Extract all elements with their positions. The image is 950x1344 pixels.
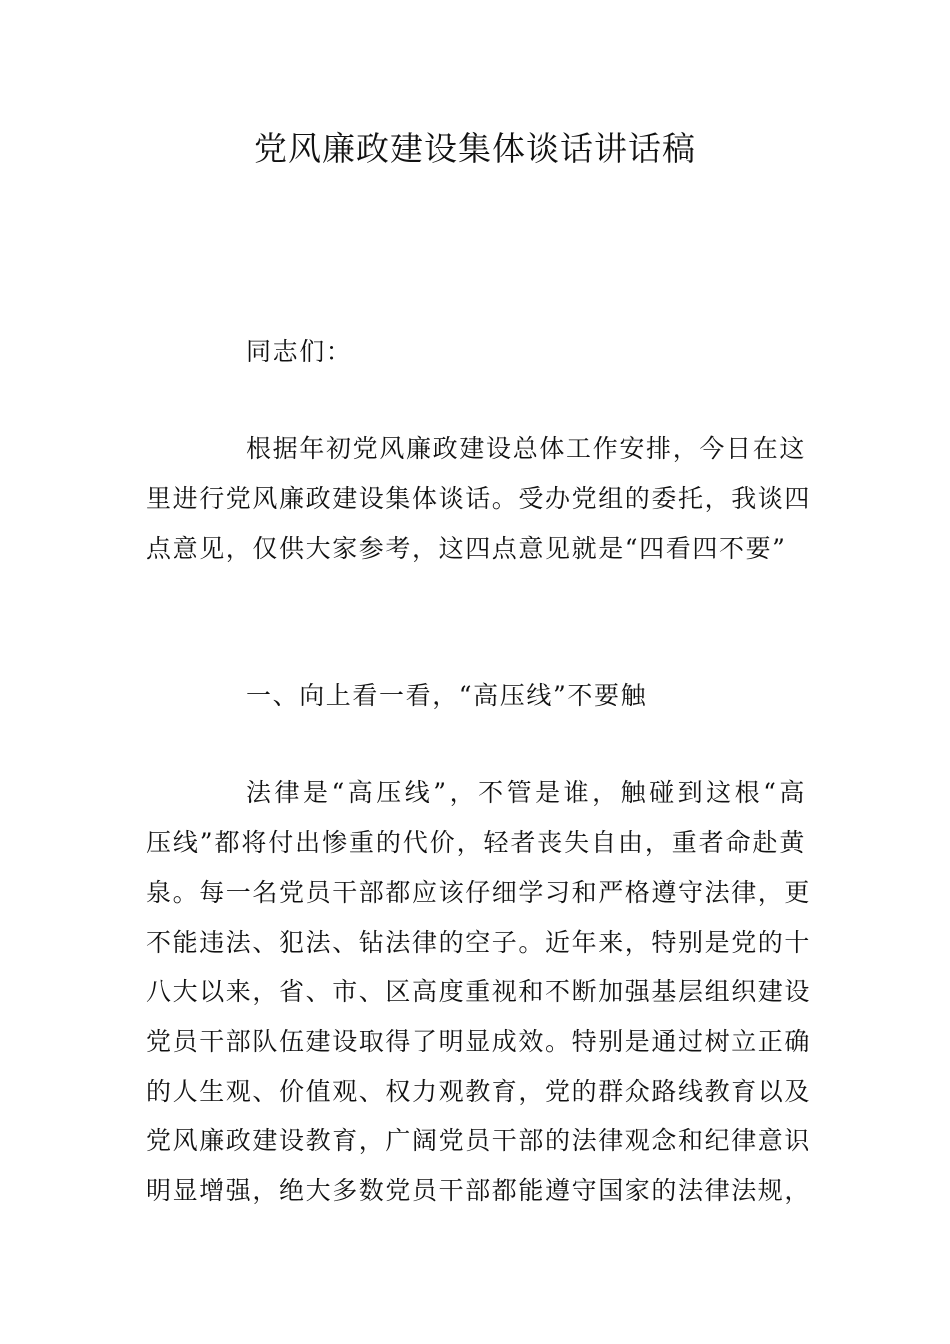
paragraph-line: 法律是“高压线”，不管是谁，触碰到这根“高 — [246, 778, 806, 807]
paragraph-line: 根据年初党风廉政建设总体工作安排，今日在这 — [246, 434, 806, 463]
paragraph-line: 里进行党风廉政建设集体谈话。受办党组的委托，我谈四 — [146, 484, 812, 513]
paragraph-line: 点意见，仅供大家参考，这四点意见就是“四看四不要” — [146, 534, 787, 563]
paragraph-line: 压线”都将付出惨重的代价，轻者丧失自由，重者命赴黄 — [146, 828, 806, 857]
document-title: 党风廉政建设集体谈话讲话稿 — [254, 129, 696, 168]
paragraph-line: 的人生观、价值观、权力观教育，党的群众路线教育以及 — [146, 1077, 812, 1106]
salutation: 同志们： — [246, 337, 353, 366]
paragraph-line: 明显增强，绝大多数党员干部都能遵守国家的法律法规， — [146, 1176, 812, 1205]
paragraph-line: 党风廉政建设教育，广阔党员干部的法律观念和纪律意识 — [146, 1126, 812, 1155]
paragraph-line: 党员干部队伍建设取得了明显成效。特别是通过树立正确 — [146, 1027, 812, 1056]
section-heading: 一、向上看一看，“高压线”不要触 — [246, 681, 648, 710]
paragraph-line: 八大以来，省、市、区高度重视和不断加强基层组织建设 — [146, 977, 812, 1006]
paragraph-line: 泉。每一名党员干部都应该仔细学习和严格遵守法律，更 — [146, 878, 812, 907]
paragraph-line: 不能违法、犯法、钻法律的空子。近年来，特别是党的十 — [146, 928, 812, 957]
